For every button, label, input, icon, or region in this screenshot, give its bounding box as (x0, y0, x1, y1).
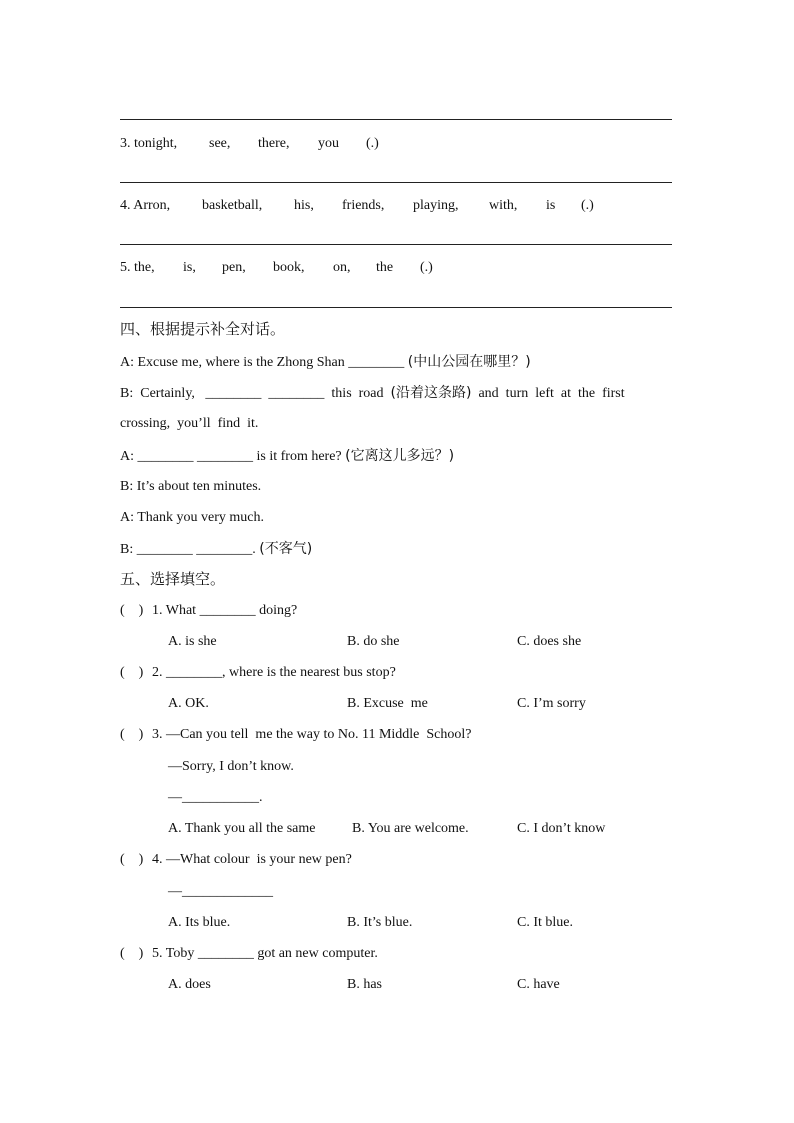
option-c: C. have (517, 977, 560, 992)
question-stem: 2. ________, where is the nearest bus stop? (152, 665, 396, 680)
word: 5. the, (120, 260, 155, 275)
answer-blank: —___________. (168, 790, 263, 805)
word: you (318, 136, 339, 151)
dialogue-line: crossing, you’ll find it. (120, 416, 259, 431)
option-a: A. does (168, 977, 211, 992)
answer-paren: ( ) (120, 727, 144, 742)
word: pen, (222, 260, 246, 275)
question-stem: 4. —What colour is your new pen? (152, 852, 352, 867)
word: on, (333, 260, 351, 275)
option-b: B. You are welcome. (352, 821, 469, 836)
word: 4. Arron, (120, 198, 171, 213)
dialogue-line (120, 353, 531, 372)
dialogue-line: A: Thank you very much. (120, 510, 264, 525)
dialogue-text: A: Excuse me, where is the Zhong Shan ________ (120, 355, 408, 370)
answer-line-top (120, 119, 672, 120)
word: see, (209, 136, 231, 151)
word: playing, (413, 198, 459, 213)
word: 3. tonight, (120, 136, 178, 151)
dialogue-line: B: It’s about ten minutes. (120, 479, 262, 494)
option-b: B. Excuse me (347, 696, 428, 711)
answer-paren: ( ) (120, 665, 144, 680)
answer-line (120, 307, 672, 308)
question-stem: 5. Toby ________ got an new computer. (152, 946, 378, 961)
option-c: C. I’m sorry (517, 696, 586, 711)
section-heading: 五、选择填空。 (120, 570, 226, 588)
word: is, (183, 260, 196, 275)
dialogue-line (120, 447, 454, 466)
answer-line (120, 244, 672, 245)
option-c: C. It blue. (517, 915, 573, 930)
option-a: A. OK. (168, 696, 209, 711)
option-a: A. Thank you all the same (168, 821, 316, 836)
dialogue-line (120, 384, 625, 403)
word: with, (489, 198, 518, 213)
chinese-hint: (中山公园在哪里？) (407, 354, 531, 370)
answer-paren: ( ) (120, 852, 144, 867)
word: there, (258, 136, 290, 151)
word: is (546, 198, 556, 213)
dialogue-text: B: ________ ________. (120, 542, 260, 557)
word: (.) (420, 260, 433, 275)
chinese-hint: (沿着这条路) (390, 385, 472, 401)
option-b: B. has (347, 977, 382, 992)
question-stem: 1. What ________ doing? (152, 603, 298, 618)
section-heading: 四、根据提示补全对话。 (120, 320, 286, 338)
dialogue-text: and turn left at the first (471, 386, 625, 401)
dialogue-text: A: ________ ________ is it from here? (120, 449, 346, 464)
option-a: A. is she (168, 634, 217, 649)
dialogue-text: B: Certainly, ________ ________ this road (120, 386, 391, 401)
option-b: B. It’s blue. (347, 915, 413, 930)
answer-paren: ( ) (120, 603, 144, 618)
word: his, (294, 198, 314, 213)
word: friends, (342, 198, 385, 213)
answer-line (120, 182, 672, 183)
dialogue-text: —Sorry, I don’t know. (168, 759, 294, 774)
option-c: C. I don’t know (517, 821, 606, 836)
answer-blank: —_____________ (168, 884, 273, 899)
option-b: B. do she (347, 634, 400, 649)
option-a: A. Its blue. (168, 915, 231, 930)
word: the (376, 260, 394, 275)
word: (.) (366, 136, 379, 151)
word: book, (273, 260, 305, 275)
question-stem: 3. —Can you tell me the way to No. 11 Middle School? (152, 727, 472, 742)
chinese-hint: (它离这儿多远？) (345, 448, 455, 464)
answer-paren: ( ) (120, 946, 144, 961)
chinese-hint: (不客气) (259, 541, 313, 557)
dialogue-line (120, 540, 312, 559)
option-c: C. does she (517, 634, 582, 649)
word: basketball, (202, 198, 263, 213)
word: (.) (581, 198, 594, 213)
